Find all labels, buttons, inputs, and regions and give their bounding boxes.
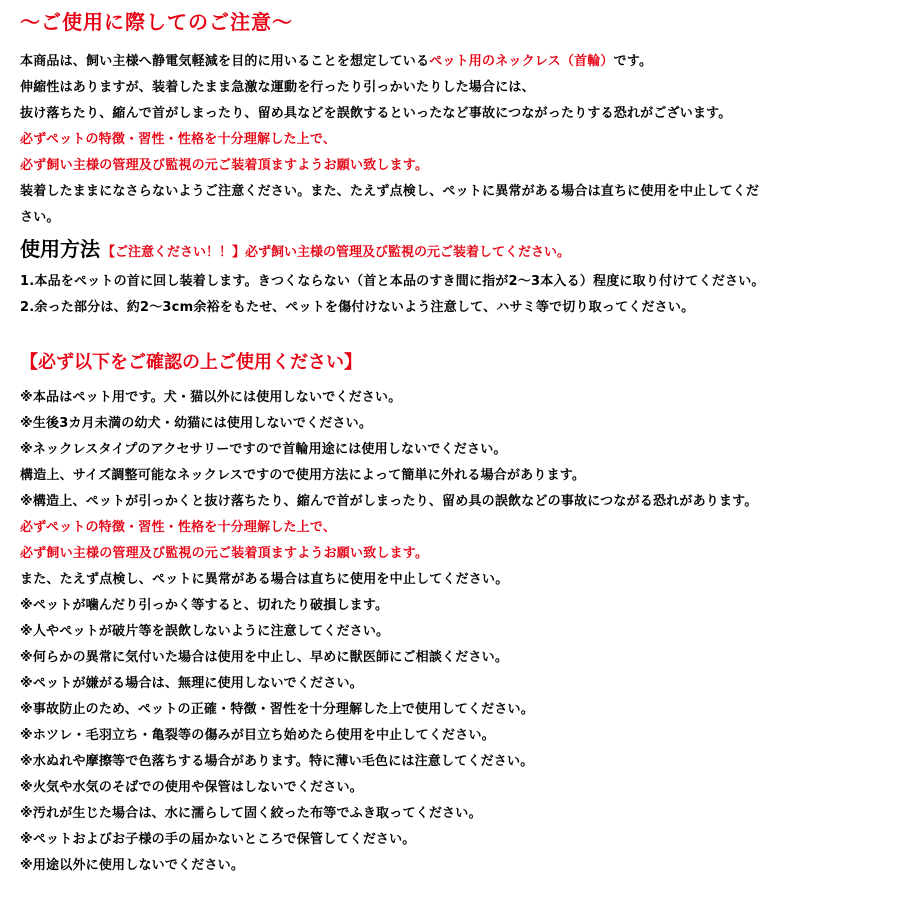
usage-step-1: 1.本品をペットの首に回し装着します。きつくならない（首と本品のすき間に指が2～3本入る）程度に取り付けてください。	[20, 274, 765, 289]
intro-warning-2: 必ず飼い主様の管理及び監視の元ご装着頂ますようお願い致します。	[20, 158, 429, 173]
confirm-item: ※事故防止のため、ペットの正確・特徴・習性を十分理解した上で使用してください。	[20, 702, 534, 717]
intro-line-1-pre: 本商品は、飼い主様へ静電気軽減を目的に用いることを想定している	[20, 54, 430, 69]
intro-line-7: さい。	[20, 210, 60, 225]
intro-line-6: 装着したままになさらないようご注意ください。また、たえず点検し、ペットに異常がある場合は直ちに使用を中止してくだ	[20, 184, 760, 199]
intro-line-3: 抜け落ちたり、縮んで首がしまったり、留め具などを誤飲するといったなど事故につながったりする恐れがございます。	[20, 106, 732, 121]
confirm-item: ※水ぬれや摩擦等で色落ちする場合があります。特に薄い毛色には注意してください。	[20, 754, 534, 769]
usage-step-2: 2.余った部分は、約2～3cm余裕をもたせ、ペットを傷付けないよう注意して、ハサミ等で切り取ってください。	[20, 300, 695, 315]
confirm-item: ※本品はペット用です。犬・猫以外には使用しないでください。	[20, 390, 402, 405]
confirm-item: ※人やペットが破片等を誤飲しないように注意してください。	[20, 624, 390, 639]
usage-section	[20, 269, 920, 321]
confirm-warning: 必ず飼い主様の管理及び監視の元ご装着頂ますようお願い致します。	[20, 546, 429, 561]
confirm-item: ※汚れが生じた場合は、水に濡らして固く絞った布等でふき取ってください。	[20, 806, 482, 821]
confirm-item: ※ペットおよびお子様の手の届かないところで保管してください。	[20, 832, 416, 847]
confirm-item: ※生後3カ月未満の幼犬・幼猫には使用しないでください。	[20, 416, 373, 431]
confirm-item: ※ペットが噛んだり引っかく等すると、切れたり破損します。	[20, 598, 389, 613]
intro-line-1-post: です。	[613, 54, 653, 69]
intro-line-1-highlight: ペット用のネックレス（首輪）	[429, 54, 614, 69]
intro-section	[20, 49, 920, 231]
confirm-item: また、たえず点検し、ペットに異常がある場合は直ちに使用を中止してください。	[20, 572, 509, 587]
confirm-item: ※ホツレ・毛羽立ち・亀裂等の傷みが目立ち始めたら使用を中止してください。	[20, 728, 495, 743]
confirm-heading: 【必ず以下をご確認の上ご使用ください】	[20, 352, 362, 373]
usage-heading-title: 使用方法	[20, 237, 100, 261]
confirm-item: ※ネックレスタイプのアクセサリーですので首輪用途には使用しないでください。	[20, 442, 507, 457]
confirm-item: ※何らかの異常に気付いた場合は使用を中止し、早めに獣医師にご相談ください。	[20, 650, 509, 665]
confirm-item: ※火気や水気のそばでの使用や保管はしないでください。	[20, 780, 363, 795]
usage-heading-note: 【ご注意ください！！】必ず飼い主様の管理及び監視の元ご装着してください。	[102, 245, 571, 260]
confirm-warning: 必ずペットの特徴・習性・性格を十分理解した上で、	[20, 520, 337, 535]
intro-line-2: 伸縮性はありますが、装着したまま急激な運動を行ったり引っかいたりした場合には、	[20, 80, 535, 95]
confirm-item: ※ペットが嫌がる場合は、無理に使用しないでください。	[20, 676, 363, 691]
usage-heading	[20, 233, 920, 265]
confirm-item: ※構造上、ペットが引っかくと抜け落ちたり、縮んで首がしまったり、留め具の誤飲などの事故につながる恐れがあります。	[20, 494, 758, 509]
confirm-list	[20, 385, 920, 879]
confirm-item: ※用途以外に使用しないでください。	[20, 858, 245, 873]
intro-warning-1: 必ずペットの特徴・習性・性格を十分理解した上で、	[20, 132, 337, 147]
confirm-item: 構造上、サイズ調整可能なネックレスですので使用方法によって簡単に外れる場合があります。	[20, 468, 586, 483]
intro-line-1	[20, 49, 920, 75]
page-title: ～ご使用に際してのご注意～	[20, 10, 293, 34]
